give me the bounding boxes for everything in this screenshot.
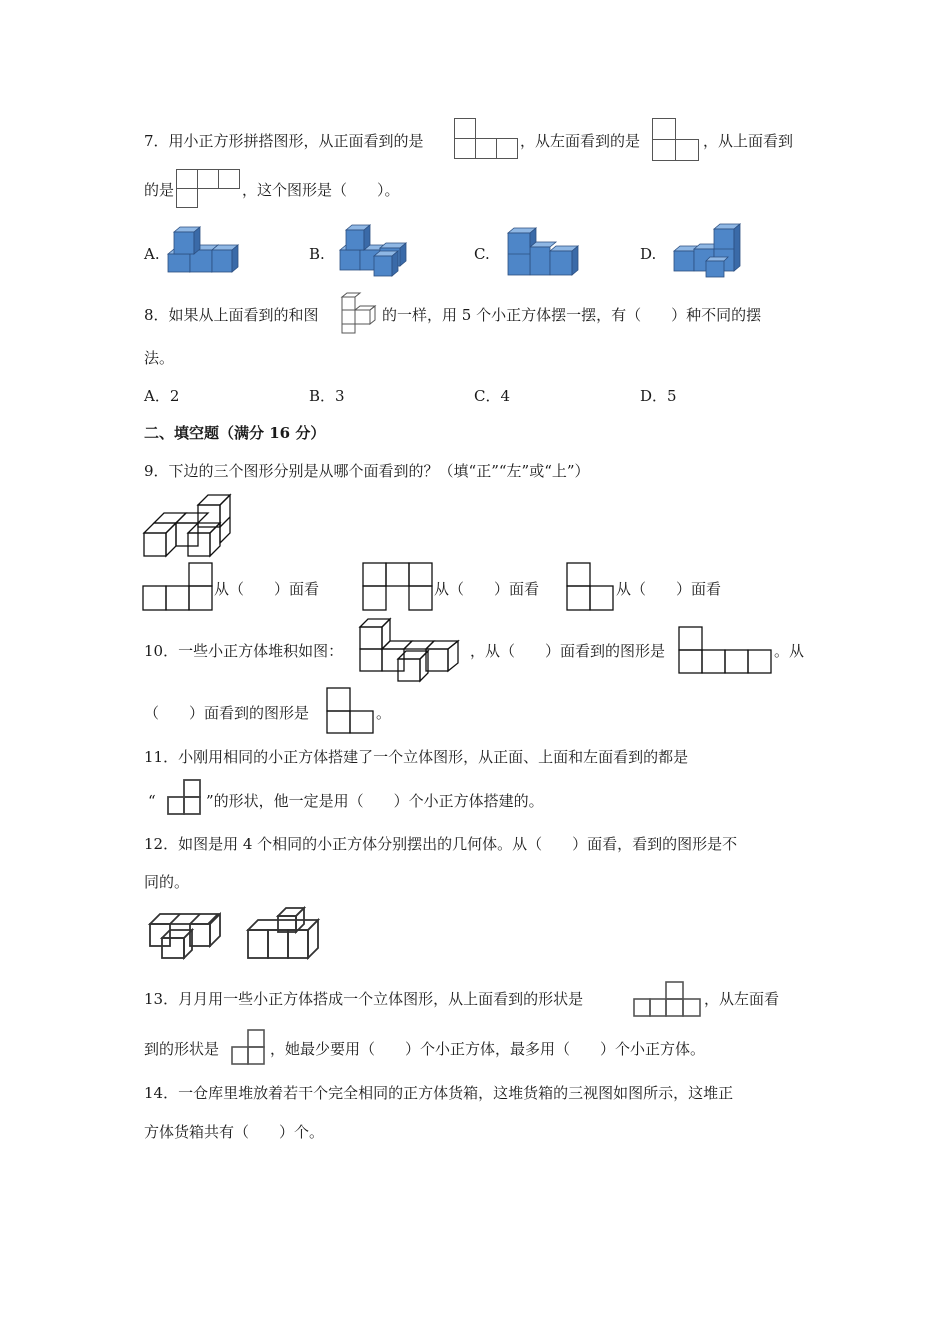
q11-text-2: ”的形状，他一定是用（ ）个小正方体搭建的。 [206, 792, 544, 810]
q13-text-1b: ，从左面看 [704, 990, 780, 1008]
q13-left-view-figure [230, 1028, 270, 1068]
q10-text-1b: ，从（ ）面看到的图形是 [470, 642, 666, 660]
q8-text-1b: 的一样，用 5 个小正方体摆一摆，有（ ）种不同的摆 [382, 306, 762, 324]
q10-text-1c: 。从 [774, 642, 805, 660]
q10-view-figure-2 [326, 687, 376, 735]
q7-option-a-cubes[interactable] [166, 226, 242, 274]
q10-text-1a: 10．一些小正方体堆积如图： [144, 642, 344, 660]
q7-left-view-figure [652, 118, 700, 162]
q12-text-2: 同的。 [144, 873, 190, 891]
q9-view-3 [566, 562, 616, 612]
q9-view-1 [142, 562, 214, 612]
q7-option-b-label[interactable]: B. [309, 245, 325, 263]
q8-option-b[interactable]: B．3 [309, 387, 345, 405]
q12-solid-2 [244, 906, 326, 962]
q14-text-2: 方体货箱共有（ ）个。 [144, 1123, 325, 1141]
q8-text-1a: 8．如果从上面看到的和图 [144, 306, 319, 324]
q7-option-c-cubes[interactable] [506, 227, 582, 277]
q13-text-2a: 到的形状是 [144, 1040, 220, 1058]
q13-text-1a: 13．月月用一些小正方体搭成一个立体图形，从上面看到的形状是 [144, 990, 584, 1008]
q7-top-view-figure [176, 169, 240, 209]
q7-text-1c: ，从上面看到 [703, 132, 794, 150]
q9-answer-2: 从（ ）面看 [434, 580, 540, 598]
q13-text-2b: ，她最少要用（ ）个小正方体，最多用（ ）个小正方体。 [270, 1040, 706, 1058]
q8-option-a[interactable]: A．2 [144, 387, 180, 405]
q12-solid-1 [146, 906, 226, 962]
q8-option-d[interactable]: D．5 [640, 387, 677, 405]
q14-text-1: 14．一仓库里堆放着若干个完全相同的正方体货箱，这堆货箱的三视图如图所示，这堆正 [144, 1084, 734, 1102]
q7-text-2a: 的是 [144, 181, 175, 199]
q8-text-2: 法。 [144, 349, 175, 367]
q7-option-c-label[interactable]: C. [474, 245, 490, 263]
q7-option-d-cubes[interactable] [672, 221, 744, 279]
q10-cube-stack-figure [358, 615, 468, 685]
q10-text-2a: （ ）面看到的图形是 [144, 704, 310, 722]
section-heading: 二、填空题（满分 16 分） [144, 424, 326, 442]
q9-view-2 [362, 562, 434, 612]
q11-text-1: 11．小刚用相同的小正方体搭建了一个立体图形，从正面、上面和左面看到的都是 [144, 748, 689, 766]
q7-option-b-cubes[interactable] [338, 224, 410, 278]
q7-text-2b: ，这个图形是（ ）。 [242, 181, 400, 199]
q9-text: 9．下边的三个图形分别是从哪个面看到的？（填“正”“左”或“上”） [144, 462, 590, 480]
q7-text-1b: ，从左面看到的是 [520, 132, 641, 150]
q8-top-view-figure [338, 293, 380, 335]
q12-text-1: 12．如图是用 4 个相同的小正方体分别摆出的几何体。从（ ）面看，看到的图形是不 [144, 835, 738, 853]
q9-cube-stack-figure [142, 493, 236, 559]
q9-answer-1: 从（ ）面看 [214, 580, 320, 598]
q8-option-c[interactable]: C．4 [474, 387, 511, 405]
q7-option-d-label[interactable]: D. [640, 245, 657, 263]
q11-shape-figure [164, 778, 204, 818]
q7-option-a-label[interactable]: A. [144, 245, 160, 263]
q10-view-figure-1 [678, 626, 774, 674]
q7-text-1a: 7．用小正方形拼搭图形，从正面看到的是 [144, 132, 424, 150]
q13-top-view-figure [632, 980, 702, 1020]
q7-front-view-figure [454, 118, 518, 160]
q10-text-2b: 。 [376, 704, 392, 722]
q11-quote-open: “ [148, 792, 156, 810]
q9-answer-3: 从（ ）面看 [616, 580, 722, 598]
